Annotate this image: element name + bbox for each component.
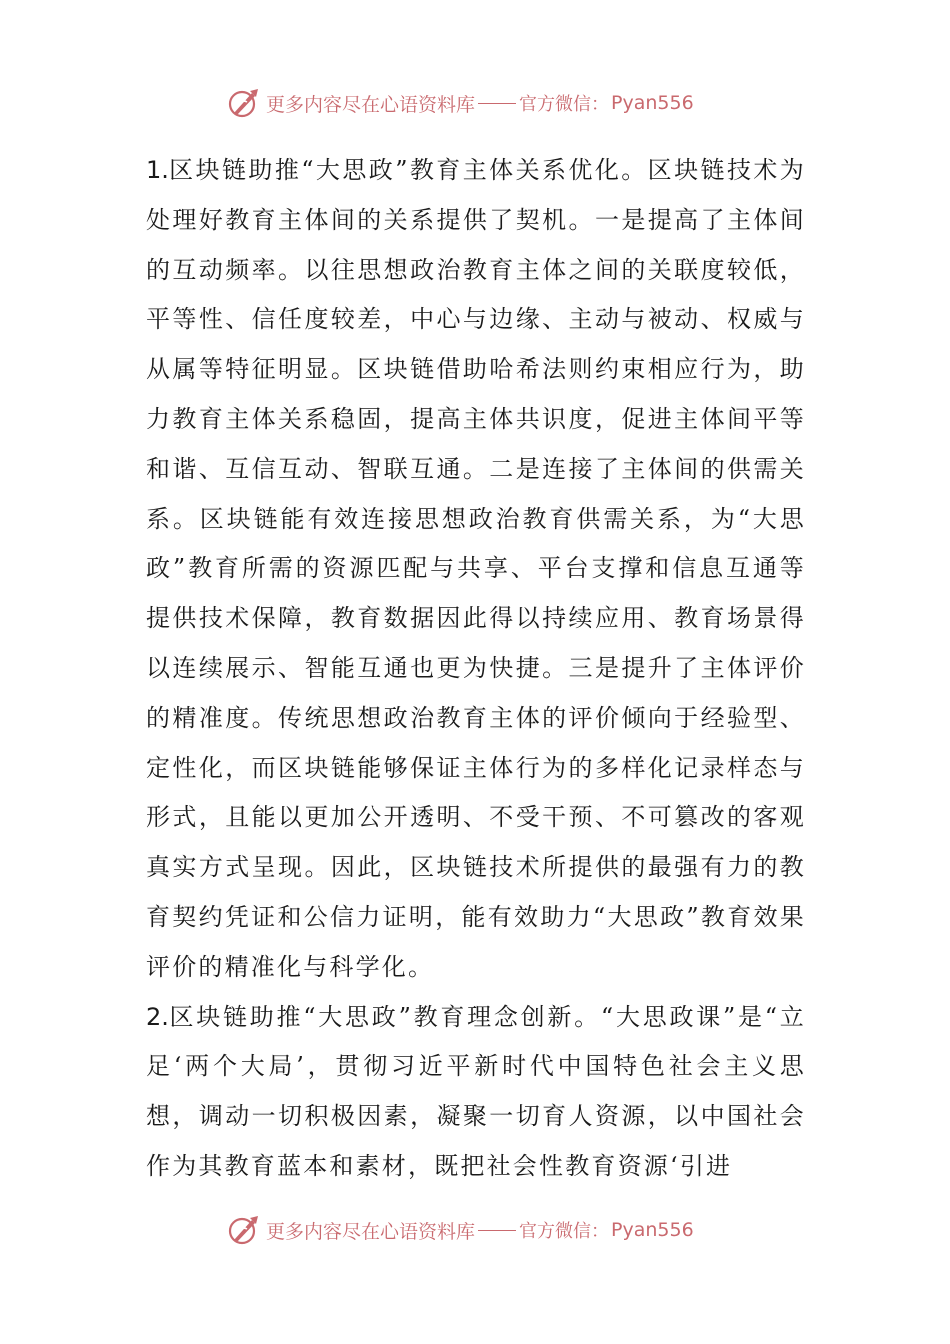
banner-dash <box>478 1230 516 1231</box>
quill-logo-icon <box>228 87 260 119</box>
paragraph-1 <box>146 146 806 993</box>
document-body <box>146 146 806 1192</box>
banner-wechat-label: 官方微信： <box>519 1221 610 1242</box>
banner-title: 更多内容尽在心语资料库 <box>266 1220 476 1243</box>
banner-wechat-label: 官方微信： <box>519 94 610 115</box>
paragraph-text: 区块链助推“大思政”教育理念创新。“大思政课”是“立足‘两个大局’，贯彻习近平新时代中国特色社会主义思想，调动一切积极因素，凝聚一切育人资源，以中国社会作为其教育蓝本和素材，既把社会性教育资源‘引进 <box>146 1002 806 1180</box>
header-banner <box>228 86 728 120</box>
paragraph-2 <box>146 993 806 1192</box>
quill-logo-icon <box>228 1214 260 1246</box>
paragraph-number: 1. <box>146 156 169 184</box>
banner-title: 更多内容尽在心语资料库 <box>266 93 476 116</box>
paragraph-number: 2. <box>146 1002 169 1031</box>
banner-wechat-id: Pyan556 <box>611 92 694 114</box>
footer-banner <box>228 1213 728 1247</box>
banner-wechat-id: Pyan556 <box>611 1219 694 1241</box>
banner-dash <box>478 103 516 104</box>
paragraph-text: 区块链助推“大思政”教育主体关系优化。区块链技术为处理好教育主体间的关系提供了契机。一是提高了主体间的互动频率。以往思想政治教育主体之间的关联度较低，平等性、信任度较差，中心与边缘、主动与被动、权威与从属等特征明显。区块链借助哈希法则约束相应行为，助力教育主体关系稳固，提高主体共识度，促进主体间平等和谐、互信互动、智联互通。二是连接了主体间的供需关系。区块链能有效连接思想政治教育供需关系，为“大思政”教育所需的资源匹配与共享、平台支撑和信息互通等提供技术保障，教育数据因此得以持续应用、教育场景得以连续展示、智能互通也更为快捷。三是提升了主体评价的精准度。传统思想政治教育主体的评价倾向于经验型、定性化，而区块链能够保证主体行为的多样化记录样态与形式，且能以更加公开透明、不受干预、不可篡改的客观真实方式呈现。因此，区块链技术所提供的最强有力的教育契约凭证和公信力证明，能有效助力“大思政”教育效果评价的精准化与科学化。 <box>146 156 806 981</box>
